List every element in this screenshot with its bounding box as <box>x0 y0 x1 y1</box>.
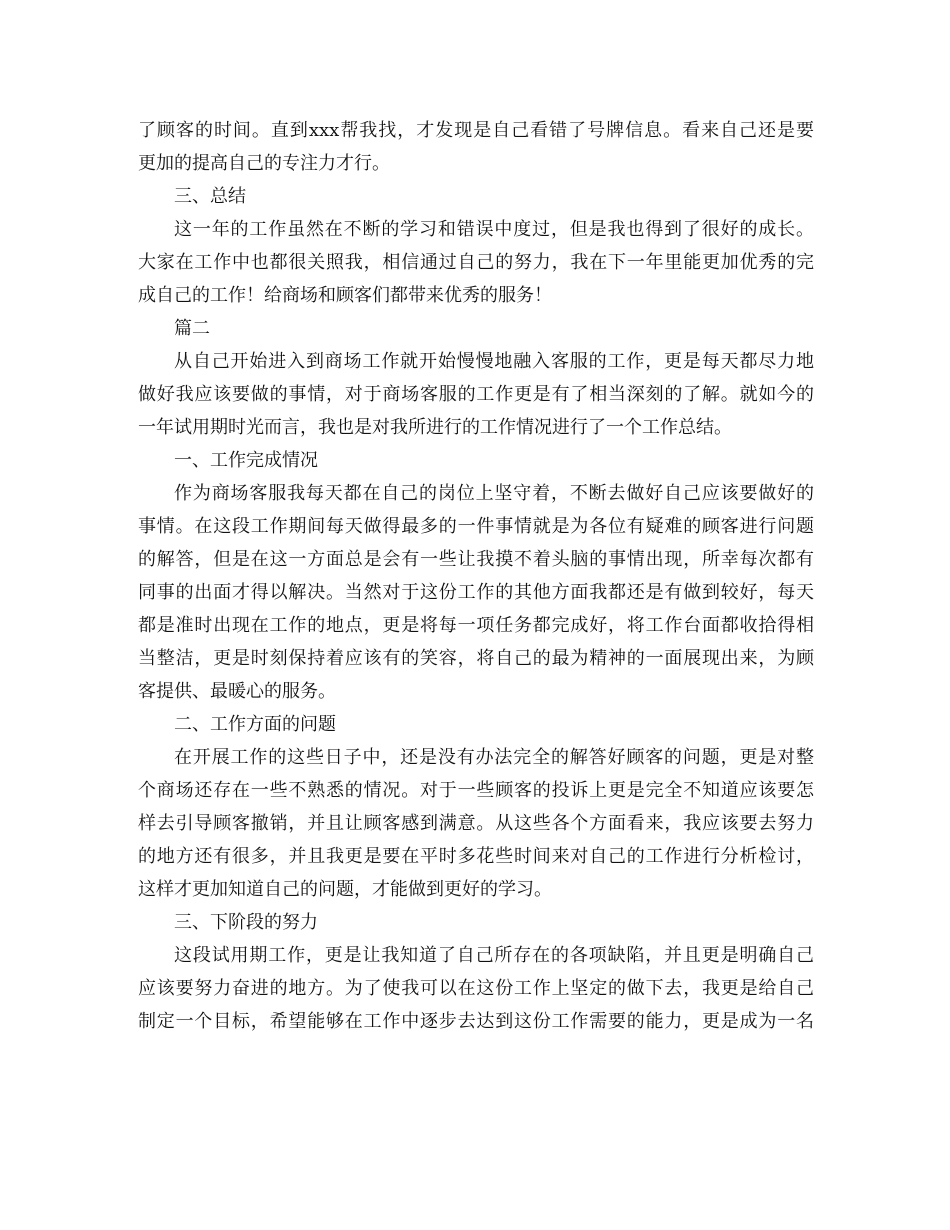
paragraph-line: 一年试用期时光而言，我也是对我所进行的工作情况进行了一个工作总结。 <box>138 417 732 438</box>
section-heading: 篇二 <box>174 318 210 339</box>
paragraph-line: 更加的提高自己的专注力才行。 <box>138 153 390 174</box>
paragraph-line: 事情。在这段工作期间每天做得最多的一件事情就是为各位有疑难的顾客进行问题 <box>138 516 814 537</box>
section-heading: 二、工作方面的问题 <box>174 714 336 735</box>
section-heading: 一、工作完成情况 <box>174 450 318 471</box>
paragraph-line: 的解答，但是在这一方面总是会有一些让我摸不着头脑的事情出现，所幸每次都有 <box>138 549 814 570</box>
paragraph-line: 在开展工作的这些日子中，还是没有办法完全的解答好顾客的问题，更是对整 <box>174 747 814 768</box>
section-heading: 三、总结 <box>174 186 246 207</box>
paragraph-line: 客提供、最暖心的服务。 <box>138 681 336 702</box>
paragraph-line: 当整洁，更是时刻保持着应该有的笑容，将自己的最为精神的一面展现出来，为顾 <box>138 648 814 669</box>
paragraph-line: 这段试用期工作，更是让我知道了自己所存在的各项缺陷，并且更是明确自己 <box>174 945 814 966</box>
paragraph-line: 个商场还存在一些不熟悉的情况。对于一些顾客的投诉上更是完全不知道应该要怎 <box>138 780 814 801</box>
document-body <box>138 114 814 1038</box>
paragraph-line: 同事的出面才得以解决。当然对于这份工作的其他方面我都还是有做到较好，每天 <box>138 582 814 603</box>
paragraph-line: 作为商场客服我每天都在自己的岗位上坚守着，不断去做好自己应该要做好的 <box>174 483 814 504</box>
paragraph-line: 做好我应该要做的事情，对于商场客服的工作更是有了相当深刻的了解。就如今的 <box>138 384 814 405</box>
paragraph-line: 从自己开始进入到商场工作就开始慢慢地融入客服的工作，更是每天都尽力地 <box>174 351 814 372</box>
section-heading: 三、下阶段的努力 <box>174 912 318 933</box>
paragraph-line: 的地方还有很多，并且我更是要在平时多花些时间来对自己的工作进行分析检讨， <box>138 846 814 867</box>
paragraph-line: 大家在工作中也都很关照我，相信通过自己的努力，我在下一年里能更加优秀的完 <box>138 252 814 273</box>
paragraph-line: 应该要努力奋进的地方。为了使我可以在这份工作上坚定的做下去，我更是给自己 <box>138 978 814 999</box>
paragraph-line: 制定一个目标，希望能够在工作中逐步去达到这份工作需要的能力，更是成为一名 <box>138 1011 814 1032</box>
paragraph-line: 都是准时出现在工作的地点，更是将每一项任务都完成好，将工作台面都收拾得相 <box>138 615 814 636</box>
paragraph-line: 了顾客的时间。直到xxx帮我找，才发现是自己看错了号牌信息。看来自己还是要 <box>138 120 814 141</box>
paragraph-line: 这一年的工作虽然在不断的学习和错误中度过，但是我也得到了很好的成长。 <box>174 219 814 240</box>
paragraph-line: 这样才更加知道自己的问题，才能做到更好的学习。 <box>138 879 552 900</box>
paragraph-line: 成自己的工作！给商场和顾客们都带来优秀的服务！ <box>138 285 552 306</box>
paragraph-line: 样去引导顾客撤销，并且让顾客感到满意。从这些各个方面看来，我应该要去努力 <box>138 813 814 834</box>
